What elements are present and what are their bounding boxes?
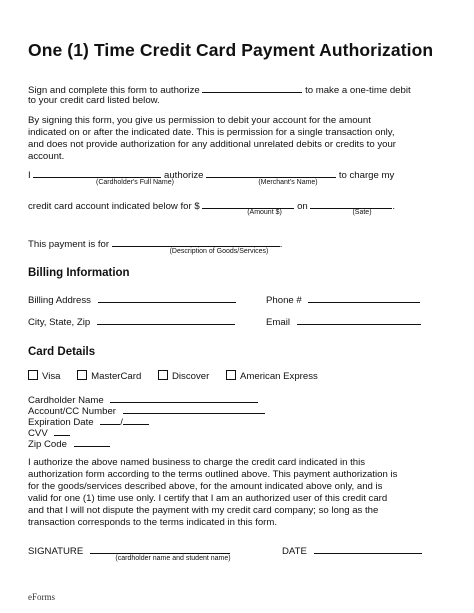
page-title: One (1) Time Credit Card Payment Authorization (28, 40, 434, 60)
cardholder-full-name-field[interactable] (33, 168, 161, 178)
final-line-1: I authorize the above named business to charge the credit card indicated in this (28, 457, 366, 468)
city-state-zip-row (28, 315, 235, 328)
phone-label: Phone # (266, 295, 302, 306)
amount-line-period: . (392, 201, 396, 212)
authorize-word: authorize (164, 170, 204, 181)
sign-date-label: DATE (282, 546, 307, 557)
description-caption: (Description of Goods/Services) (169, 248, 269, 255)
american-express-option[interactable] (226, 371, 318, 382)
final-line-6: transaction corresponds to the terms indicated in this form. (28, 517, 278, 528)
mastercard-label: MasterCard (91, 371, 142, 382)
date-caption: (Sate) (352, 209, 372, 216)
mastercard-option[interactable] (77, 371, 141, 382)
charge-text: to charge my (338, 170, 395, 181)
account-number-field[interactable] (123, 404, 265, 414)
final-line-4: valid for one (1) time use only. I certify that I am an authorized user of this credit card (28, 493, 388, 504)
final-line-2: authorization form according to the terms outlined above. This payment authorization is (28, 469, 398, 480)
account-number-label: Account/CC Number (28, 406, 116, 417)
date-row (282, 544, 422, 557)
consent-line-3: and does not provide authorization for any additional unrelated debits or credits to your (28, 139, 396, 150)
cvv-label: CVV (28, 428, 48, 439)
discover-option[interactable] (158, 371, 209, 382)
email-label: Email (266, 317, 290, 328)
expiration-slash: / (120, 417, 123, 428)
billing-heading: Billing Information (28, 267, 130, 279)
sign-date-field[interactable] (314, 544, 422, 554)
billing-address-row (28, 293, 236, 306)
intro-text-b: to make a one-time debit (305, 85, 411, 96)
phone-row (266, 293, 420, 306)
city-state-zip-label: City, State, Zip (28, 317, 91, 328)
signature-field[interactable] (90, 544, 230, 554)
zip-code-field[interactable] (74, 437, 110, 447)
cardholder-name-field[interactable] (110, 393, 258, 403)
intro-text-a: Sign and complete this form to authorize (28, 85, 200, 96)
american-express-label: American Express (239, 371, 318, 382)
signature-label: SIGNATURE (28, 546, 84, 557)
cvv-field[interactable] (54, 426, 70, 436)
visa-label: Visa (42, 371, 61, 382)
merchant-name-caption: (Merchant's Name) (258, 179, 318, 186)
mastercard-checkbox[interactable] (77, 370, 87, 380)
merchant-name-field[interactable] (206, 168, 336, 178)
zip-code-row (28, 437, 110, 450)
cardholder-full-name-caption: (Cardholder's Full Name) (96, 179, 174, 186)
zip-code-label: Zip Code (28, 439, 67, 450)
visa-option[interactable] (28, 371, 61, 382)
amount-field[interactable] (202, 199, 294, 209)
phone-field[interactable] (308, 293, 420, 303)
eforms-brand: eForms (28, 592, 55, 602)
intro-line-2: to your credit card listed below. (28, 95, 160, 106)
payment-for-text: This payment is for (28, 239, 110, 250)
consent-line-1: By signing this form, you give us permission to debit your account for the amount (28, 115, 371, 126)
card-type-options (28, 370, 318, 382)
card-details-heading: Card Details (28, 346, 96, 358)
discover-label: Discover (171, 371, 210, 382)
visa-checkbox[interactable] (28, 370, 38, 380)
expiration-label: Expiration Date (28, 417, 94, 428)
description-field[interactable] (112, 237, 280, 247)
final-line-5: and that I will not dispute the payment with my credit card company; so long as the (28, 505, 379, 516)
account-text: credit card account indicated below for $ (28, 201, 200, 212)
discover-checkbox[interactable] (158, 370, 168, 380)
consent-line-4: account. (28, 151, 65, 162)
expiration-year-field[interactable] (123, 415, 149, 425)
date-field[interactable] (310, 199, 392, 209)
billing-address-label: Billing Address (28, 295, 91, 306)
payment-for-period: . (279, 239, 283, 250)
email-row (266, 315, 421, 328)
american-express-checkbox[interactable] (226, 370, 236, 380)
authorize-i: I (28, 170, 31, 181)
signature-caption: (cardholder name and student name) (115, 555, 231, 562)
city-state-zip-field[interactable] (97, 315, 235, 325)
cardholder-name-label: Cardholder Name (28, 395, 104, 406)
email-field[interactable] (297, 315, 421, 325)
expiration-month-field[interactable] (100, 415, 120, 425)
business-name-field[interactable] (202, 83, 302, 93)
amount-caption: (Amount $) (247, 209, 282, 216)
billing-address-field[interactable] (98, 293, 236, 303)
on-word: on (297, 201, 308, 212)
final-line-3: for the goods/services described above, for the amount indicated above only, and is (28, 481, 383, 492)
consent-line-2: indicated on or after the indicated date. This is permission for a single transaction only, (28, 127, 395, 138)
